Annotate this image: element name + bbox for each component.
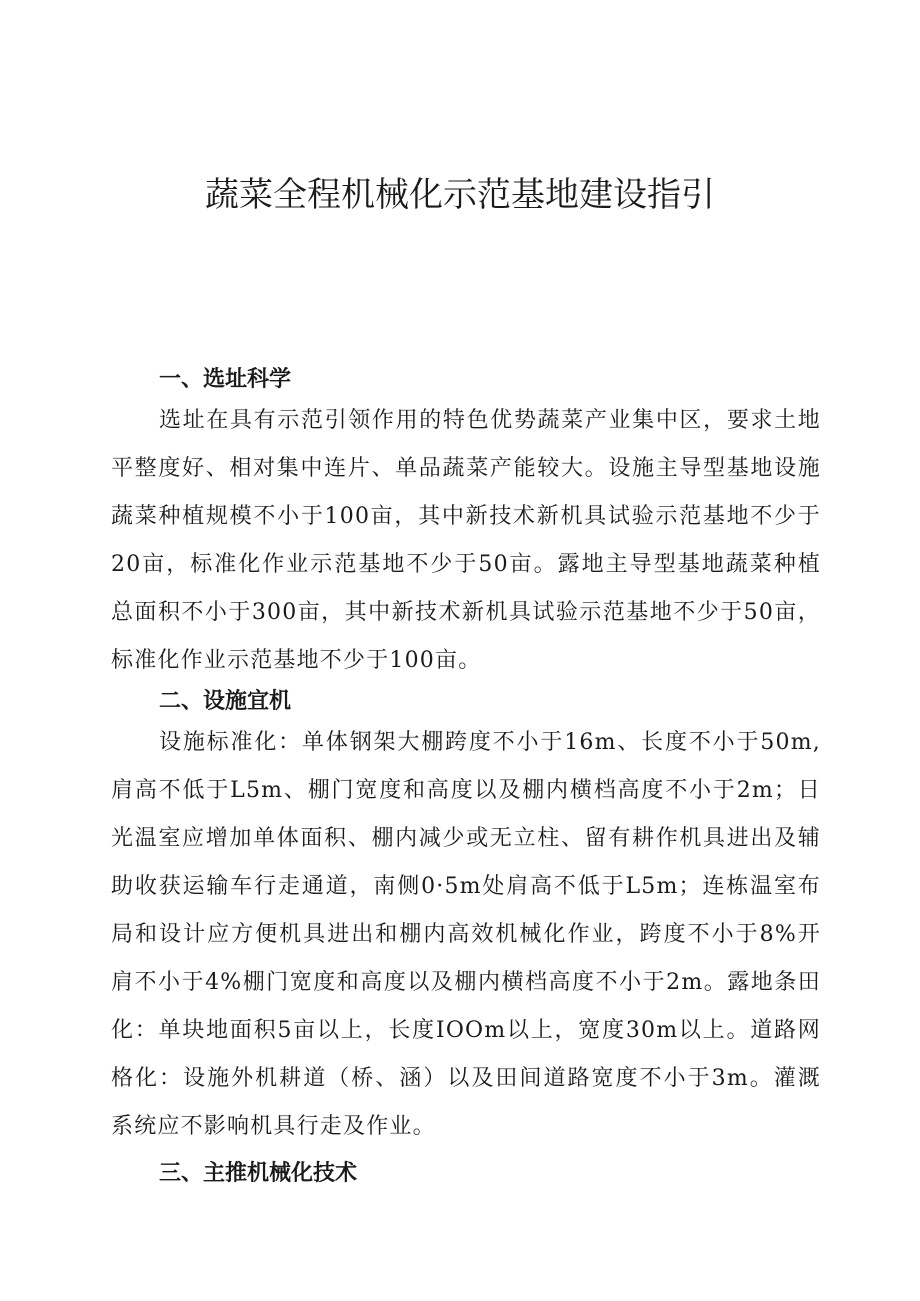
document-title: 蔬菜全程机械化示范基地建设指引: [205, 175, 715, 215]
section-heading-mechanization-technology: 三、主推机械化技术: [159, 1161, 358, 1186]
section-heading-site-selection: 一、选址科学: [159, 367, 292, 392]
document-body: [111, 365, 821, 1189]
section-paragraph-facility-suitability: 设施标准化：单体钢架大棚跨度不小于16m、长度不小于50m,肩高不低于L5m、棚门宽度和高度以及棚内横档高度不小于2m；日光温室应增加单体面积、棚内减少或无立柱、留有耕作机具进出及辅助收获运输车行走通道，南侧0·5m处肩高不低于L5m；连栋温室布局和设计应方便机具进出和棚内高效机械化作业，跨度不小于8%开肩不小于4%棚门宽度和高度以及棚内横档高度不小于2m。露地条田化：单块地面积5亩以上，长度IOOm以上，宽度30m以上。道路网格化：设施外机耕道（桥、涵）以及田间道路宽度不小于3m。灌溉系统应不影响机具行走及作业。: [111, 730, 821, 1139]
section-paragraph-site-selection: 选址在具有示范引领作用的特色优势蔬菜产业集中区，要求土地平整度好、相对集中连片、单品蔬菜产能较大。设施主导型基地设施蔬菜种植规模不小于100亩，其中新技术新机具试验示范基地不少于20亩，标准化作业示范基地不少于50亩。露地主导型基地蔬菜种植总面积不小于300亩，其中新技术新机具试验示范基地不少于50亩，标准化作业示范基地不少于100亩。: [111, 408, 821, 673]
section-heading-facility-suitability: 二、设施宜机: [159, 689, 292, 714]
